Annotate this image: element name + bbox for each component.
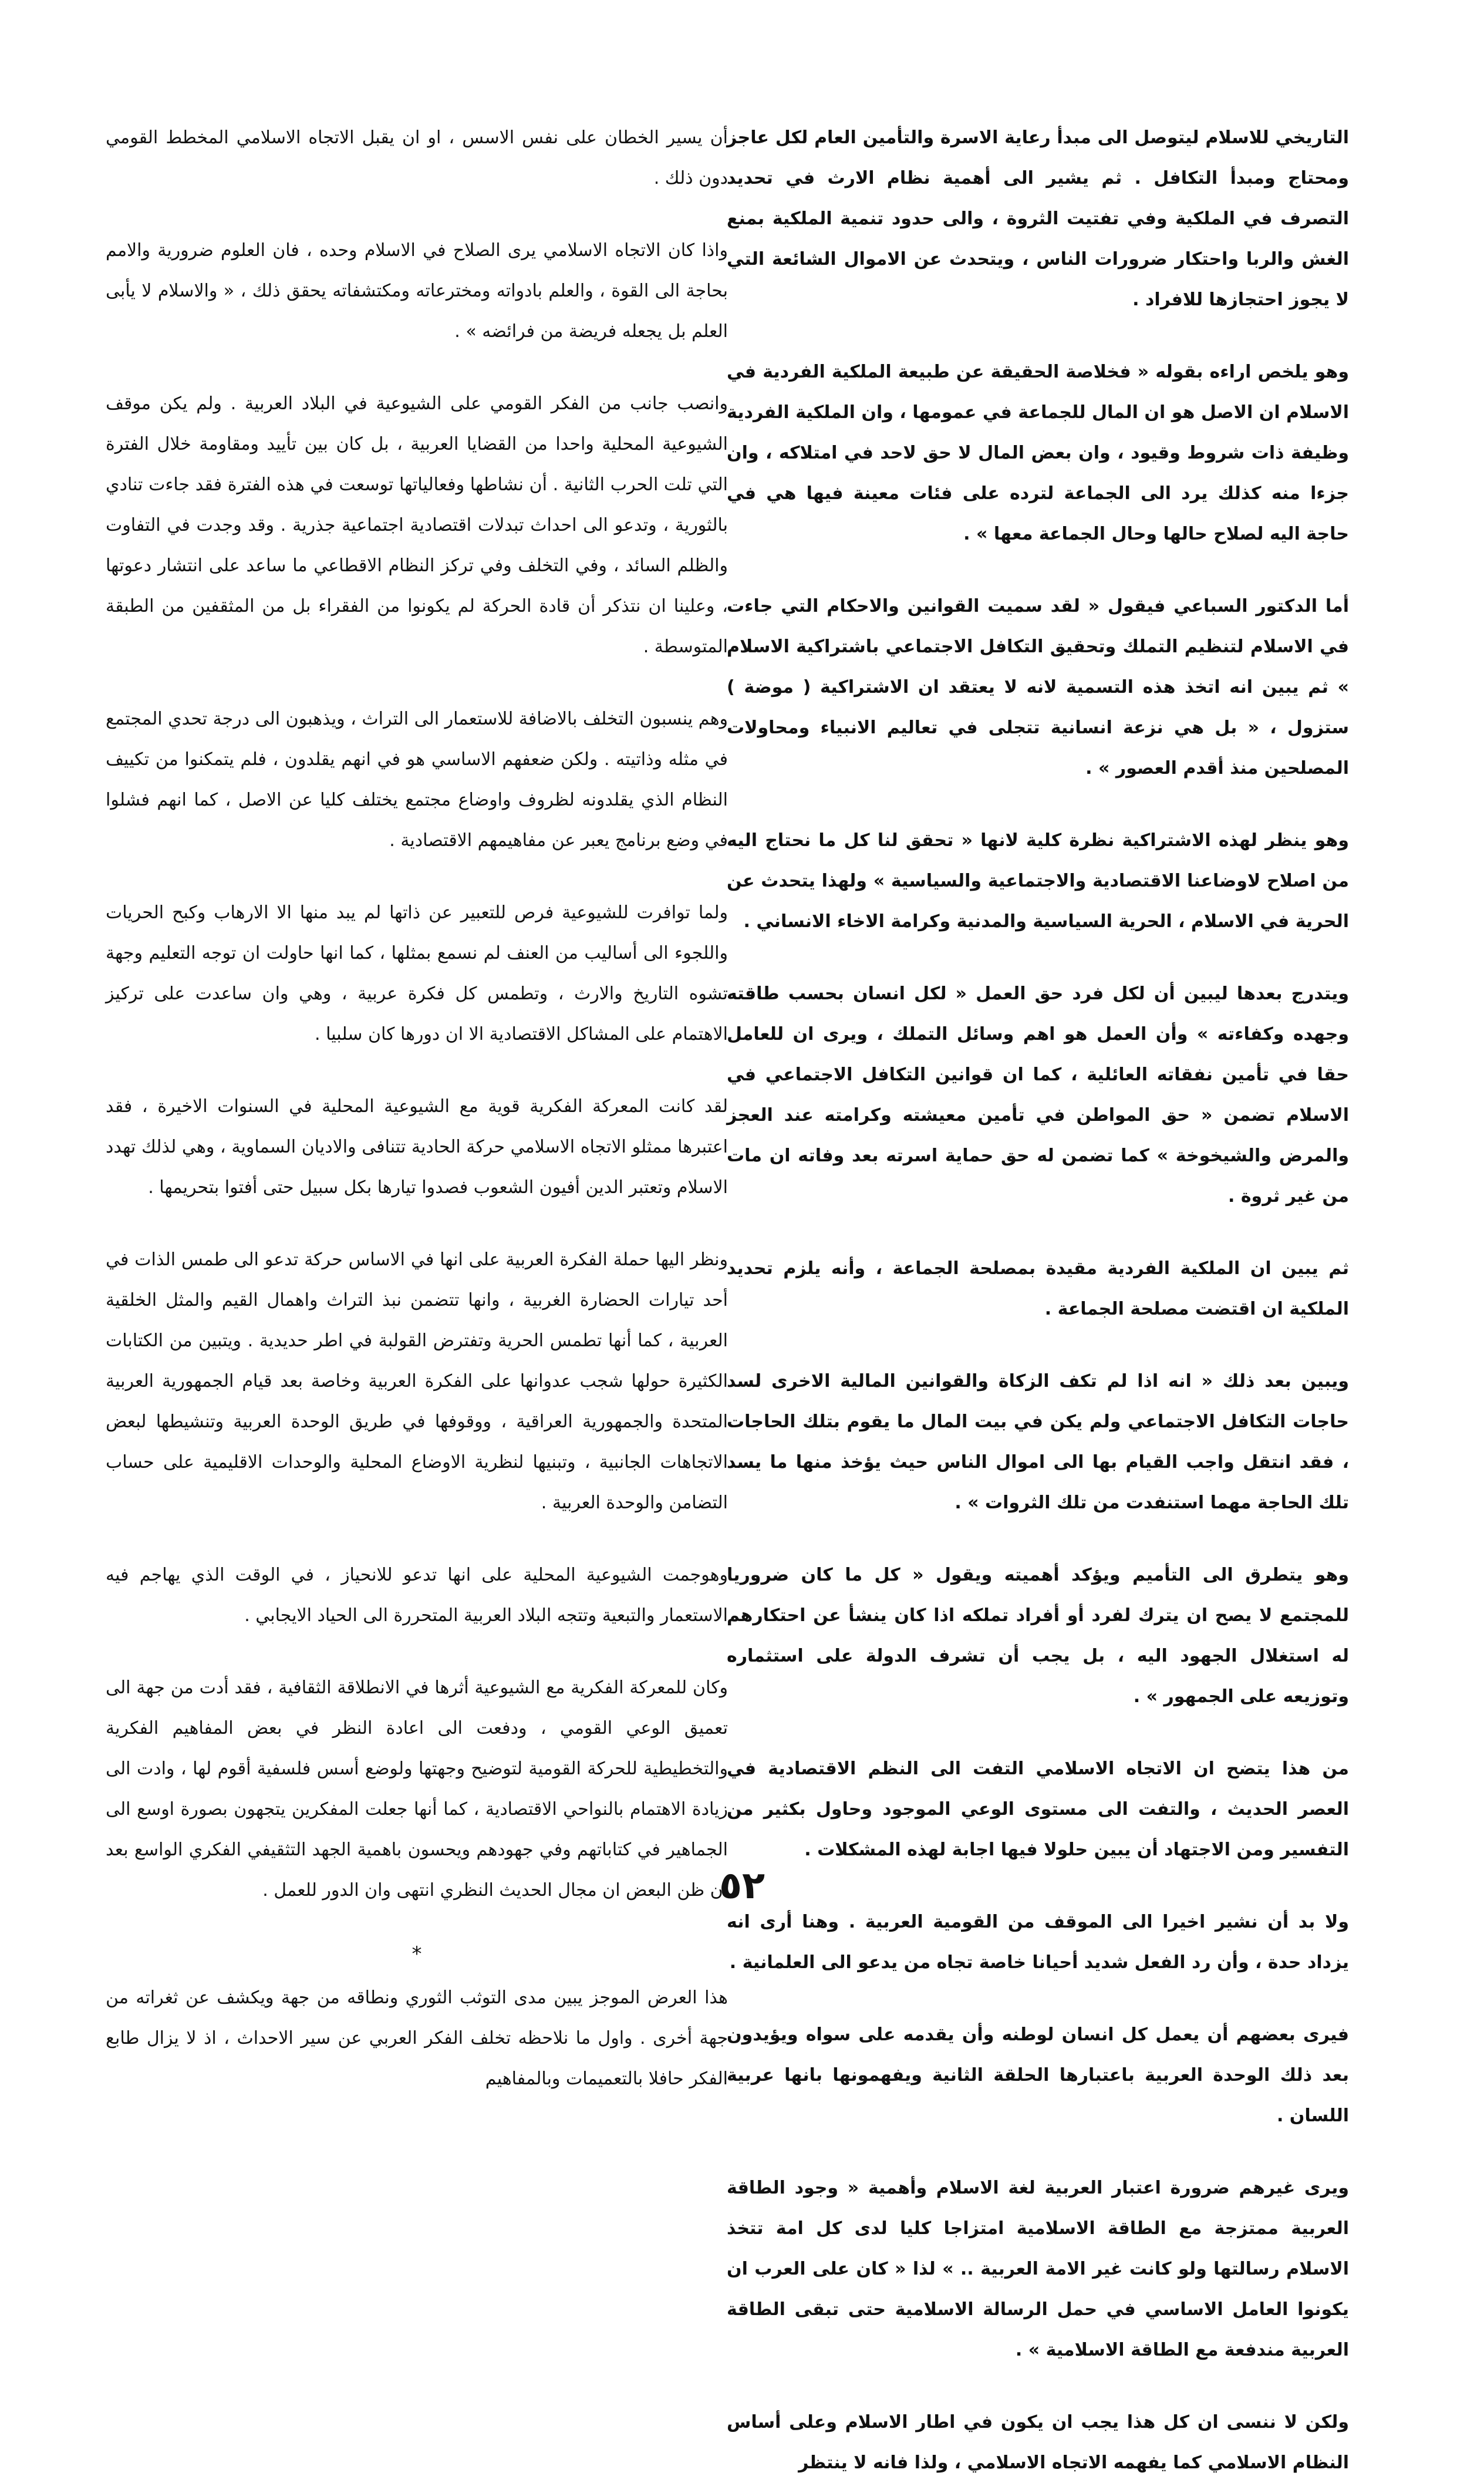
paragraph: هذا العرض الموجز يبين مدى التوثب الثوري ونطاقه من جهة ويكشف عن ثغراته من جهة أخرى . واول ما نلاحظه تخلف الفكر العربي عن سير الاحداث ، اذ لا يزال طابع الفكر حافلا بالتعميمات وبالمفاهيم [106,1987,728,2089]
paragraph: وهو يلخص اراءه بقوله « فخلاصة الحقيقة عن طبيعة الملكية الفردية في الاسلام ان الاصل هو ان المال للجماعة في عمومها ، وان الملكية الفردية وظيفة ذات شروط وقيود ، وان بعض المال لا حق لاحد في امتلاكه ، وان جزءا منه كذلك يرد الى الجماعة لترده على فئات معينة فيها هي في حاجة اليه لصلاح حالها وحال الجماعة معها » . [727,362,1349,544]
paragraph: وهم ينسبون التخلف بالاضافة للاستعمار الى التراث ، ويذهبون الى درجة تحدي المجتمع في مثله وذاتيته . ولكن ضعفهم الاساسي هو في انهم يقلدون ، فلم يتمكنوا من تكييف النظام الذي يقلدونه لظروف واوضاع مجتمع يختلف كليا عن الاصل ، كما انهم فشلوا في وضع برنامج يعبر عن مفاهيمهم الاقتصادية . [106,709,728,851]
section-separator: * [412,1942,422,1966]
paragraph: ولما توافرت للشيوعية فرص للتعبير عن ذاتها لم يبد منها الا الارهاب وكبح الحريات واللجوء الى أساليب من العنف لم نسمع بمثلها ، كما انها حاولت ان توجه التعليم وجهة تشوه التاريخ والارث ، وتطمس كل فكرة عربية ، وهي وان ساعدت على تركيز الاهتمام على المشاكل الاقتصادية الا ان دورها كان سلبيا . [106,902,728,1045]
paragraph: وهو يتطرق الى التأميم ويؤكد أهميته ويقول « كل ما كان ضروريا للمجتمع لا يصح ان يترك لفرد أو أفراد تملكه اذا كان ينشأ عن احتكارهم له استغلال الجهود اليه ، بل يجب أن تشرف الدولة على استثماره وتوزيعه على الجمهور » . [727,1565,1349,1707]
paragraph: وهو ينظر لهذه الاشتراكية نظرة كلية لانها « تحقق لنا كل ما نحتاج اليه من اصلاح لاوضاعنا الاقتصادية والاجتماعية والسياسية » ولهذا يتحدث عن الحرية في الاسلام ، الحرية السياسية والمدنية وكرامة الاخاء الانساني . [727,830,1349,932]
paragraph: التاريخي للاسلام ليتوصل الى مبدأ رعاية الاسرة والتأمين العام لكل عاجز ومحتاج ومبدأ التكافل . ثم يشير الى أهمية نظام الارث في تحديد التصرف في الملكية وفي تفتيت الثروة ، والى حدود تنمية الملكية بمنع الغش والربا واحتكار ضرورات الناس ، ويتحدث عن الاموال الشائعة التي لا يجوز احتجازها للافراد . [727,127,1349,310]
paragraph: واذا كان الاتجاه الاسلامي يرى الصلاح في الاسلام وحده ، فان العلوم ضرورية والامم بحاجة الى القوة ، والعلم بادواته ومخترعاته ومكتشفاته يحقق ذلك ، « والاسلام لا يأبى العلم بل يجعله فريضة من فرائضه » . [106,240,728,342]
paragraph: ونظر اليها حملة الفكرة العربية على انها في الاساس حركة تدعو الى طمس الذات في أحد تيارات الحضارة الغربية ، وانها تتضمن نبذ التراث واهمال القيم والمثل الخلقية العربية ، كما أنها تطمس الحرية وتفترض القولبة في اطر حديدية . ويتبين من الكتابات الكثيرة حولها شجب عدوانها على الفكرة العربية وخاصة بعد قيام الجمهورية العربية المتحدة والجمهورية العراقية ، ووقوفها في طريق الوحدة العربية وتنشيطها لبعض الاتجاهات الجانبية ، وتبنيها لنظرية الاوضاع المحلية والوحدات الاقليمية على حساب التضامن والوحدة العربية . [106,1249,728,1513]
paragraph: أن يسير الخطان على نفس الاسس ، او ان يقبل الاتجاه الاسلامي المخطط القومي دون ذلك . [106,127,728,188]
paragraph: ويرى غيرهم ضرورة اعتبار العربية لغة الاسلام وأهمية « وجود الطاقة العربية ممتزجة مع الطاقة الاسلامية امتزاجا كليا لدى كل امة تتخذ الاسلام رسالتها ولو كانت غير الامة العربية .. » لذا « كان على العرب ان يكونوا العامل الاساسي في حمل الرسالة الاسلامية حتى تبقى الطاقة العربية مندفعة مع الطاقة الاسلامية » . [727,2178,1349,2360]
paragraph: ثم يبين ان الملكية الفردية مقيدة بمصلحة الجماعة ، وأنه يلزم تحديد الملكية ان اقتضت مصلحة الجماعة . [727,1258,1349,1319]
paragraph: من هذا يتضح ان الاتجاه الاسلامي التفت الى النظم الاقتصادية في العصر الحديث ، والتفت الى مستوى الوعي الموجود وحاول بكثير من التفسير ومن الاجتهاد أن يبين حلولا فيها اجابة لهذه المشكلات . [727,1758,1349,1860]
paragraph: أما الدكتور السباعي فيقول « لقد سميت القوانين والاحكام التي جاءت في الاسلام لتنظيم التملك وتحقيق التكافل الاجتماعي باشتراكية الاسلام » ثم يبين انه اتخذ هذه التسمية لانه لا يعتقد ان الاشتراكية ( موضة ) ستزول ، « بل هي نزعة انسانية تتجلى في تعاليم الانبياء ومحاولات المصلحين منذ أقدم العصور » . [727,596,1349,779]
paragraph: لقد كانت المعركة الفكرية قوية مع الشيوعية المحلية في السنوات الاخيرة ، فقد اعتبرها ممثلو الاتجاه الاسلامي حركة الحادية تتنافى والاديان السماوية ، وهي لذلك تهدد الاسلام وتعتبر الدين أفيون الشعوب فصدوا تيارها بكل سبيل حتى أفتوا بتحريمها . [106,1096,728,1198]
paragraph: وانصب جانب من الفكر القومي على الشيوعية في البلاد العربية . ولم يكن موقف الشيوعية المحلية واحدا من القضايا العربية ، بل كان بين تأييد ومقاومة خلال الفترة التي تلت الحرب الثانية . أن نشاطها وفعالياتها توسعت في هذه الفترة فقد جاءت تنادي بالثورية ، وتدعو الى احداث تبدلات اقتصادية اجتماعية جذرية . وقد وجدت في التفاوت والظلم السائد ، وفي التخلف وفي تركز النظام الاقطاعي ما ساعد على انتشار دعوتها ، وعلينا ان نتذكر أن قادة الحركة لم يكونوا من الفقراء بل من المثقفين من الطبقة المتوسطة . [106,393,728,657]
page-number: ٥٢ [719,1864,765,1908]
paragraph: وكان للمعركة الفكرية مع الشيوعية أثرها في الانطلاقة الثقافية ، فقد أدت من جهة الى تعميق الوعي القومي ، ودفعت الى اعادة النظر في بعض المفاهيم الفكرية والتخطيطية للحركة القومية لتوضيح وجهتها ولوضع أسس فلسفية أقوم لها ، وادت الى زيادة الاهتمام بالنواحي الاقتصادية ، كما أنها جعلت المفكرين يتجهون بصورة اوسع الى الجماهير في كتاباتهم وفي جهودهم ويحسون باهمية الجهد التثقيفي الفكري الواسع بعد ان ظن البعض ان مجال الحديث النظري انتهى وان الدور للعمل . [106,1677,728,1901]
paragraph: ولكن لا ننسى ان كل هذا يجب ان يكون في اطار الاسلام وعلى أساس النظام الاسلامي كما يفهمه الاتجاه الاسلامي ، ولذا فانه لا ينتظر [727,2412,1349,2473]
paragraph: ويتدرج بعدها ليبين أن لكل فرد حق العمل « لكل انسان بحسب طاقته وجهده وكفاءته » وأن العمل هو اهم وسائل التملك ، ويرى ان للعامل حقا في تأمين نفقاته العائلية ، كما ان قوانين التكافل الاجتماعي في الاسلام تضمن « حق المواطن في تأمين معيشته وكرامته عند العجز والمرض والشيخوخة » كما تضمن له حق حماية اسرته بعد وفاته ان مات من غير ثروة . [727,983,1349,1207]
paragraph: وهوجمت الشيوعية المحلية على انها تدعو للانحياز ، في الوقت الذي يهاجم فيه الاستعمار والتبعية وتتجه البلاد العربية المتحررة الى الحياد الايجابي . [106,1565,728,1626]
paragraph: ويبين بعد ذلك « انه اذا لم تكف الزكاة والقوانين المالية الاخرى لسد حاجات التكافل الاجتماعي ولم يكن في بيت المال ما يقوم بتلك الحاجات ، فقد انتقل واجب القيام بها الى اموال الناس حيث يؤخذ منها ما يسد تلك الحاجة مهما استنفدت من تلك الثروات » . [727,1371,1349,1513]
paragraph: فيرى بعضهم أن يعمل كل انسان لوطنه وأن يقدمه على سواه ويؤيدون بعد ذلك الوحدة العربية باعتبارها الحلقة الثانية ويفهمونها بانها عربية اللسان . [727,2024,1349,2126]
paragraph: ولا بد أن نشير اخيرا الى الموقف من القومية العربية . وهنا أرى انه يزداد حدة ، وأن رد الفعل شديد أحيانا خاصة تجاه من يدعو الى العلمانية . [727,1912,1349,1973]
left-column [106,117,728,2089]
